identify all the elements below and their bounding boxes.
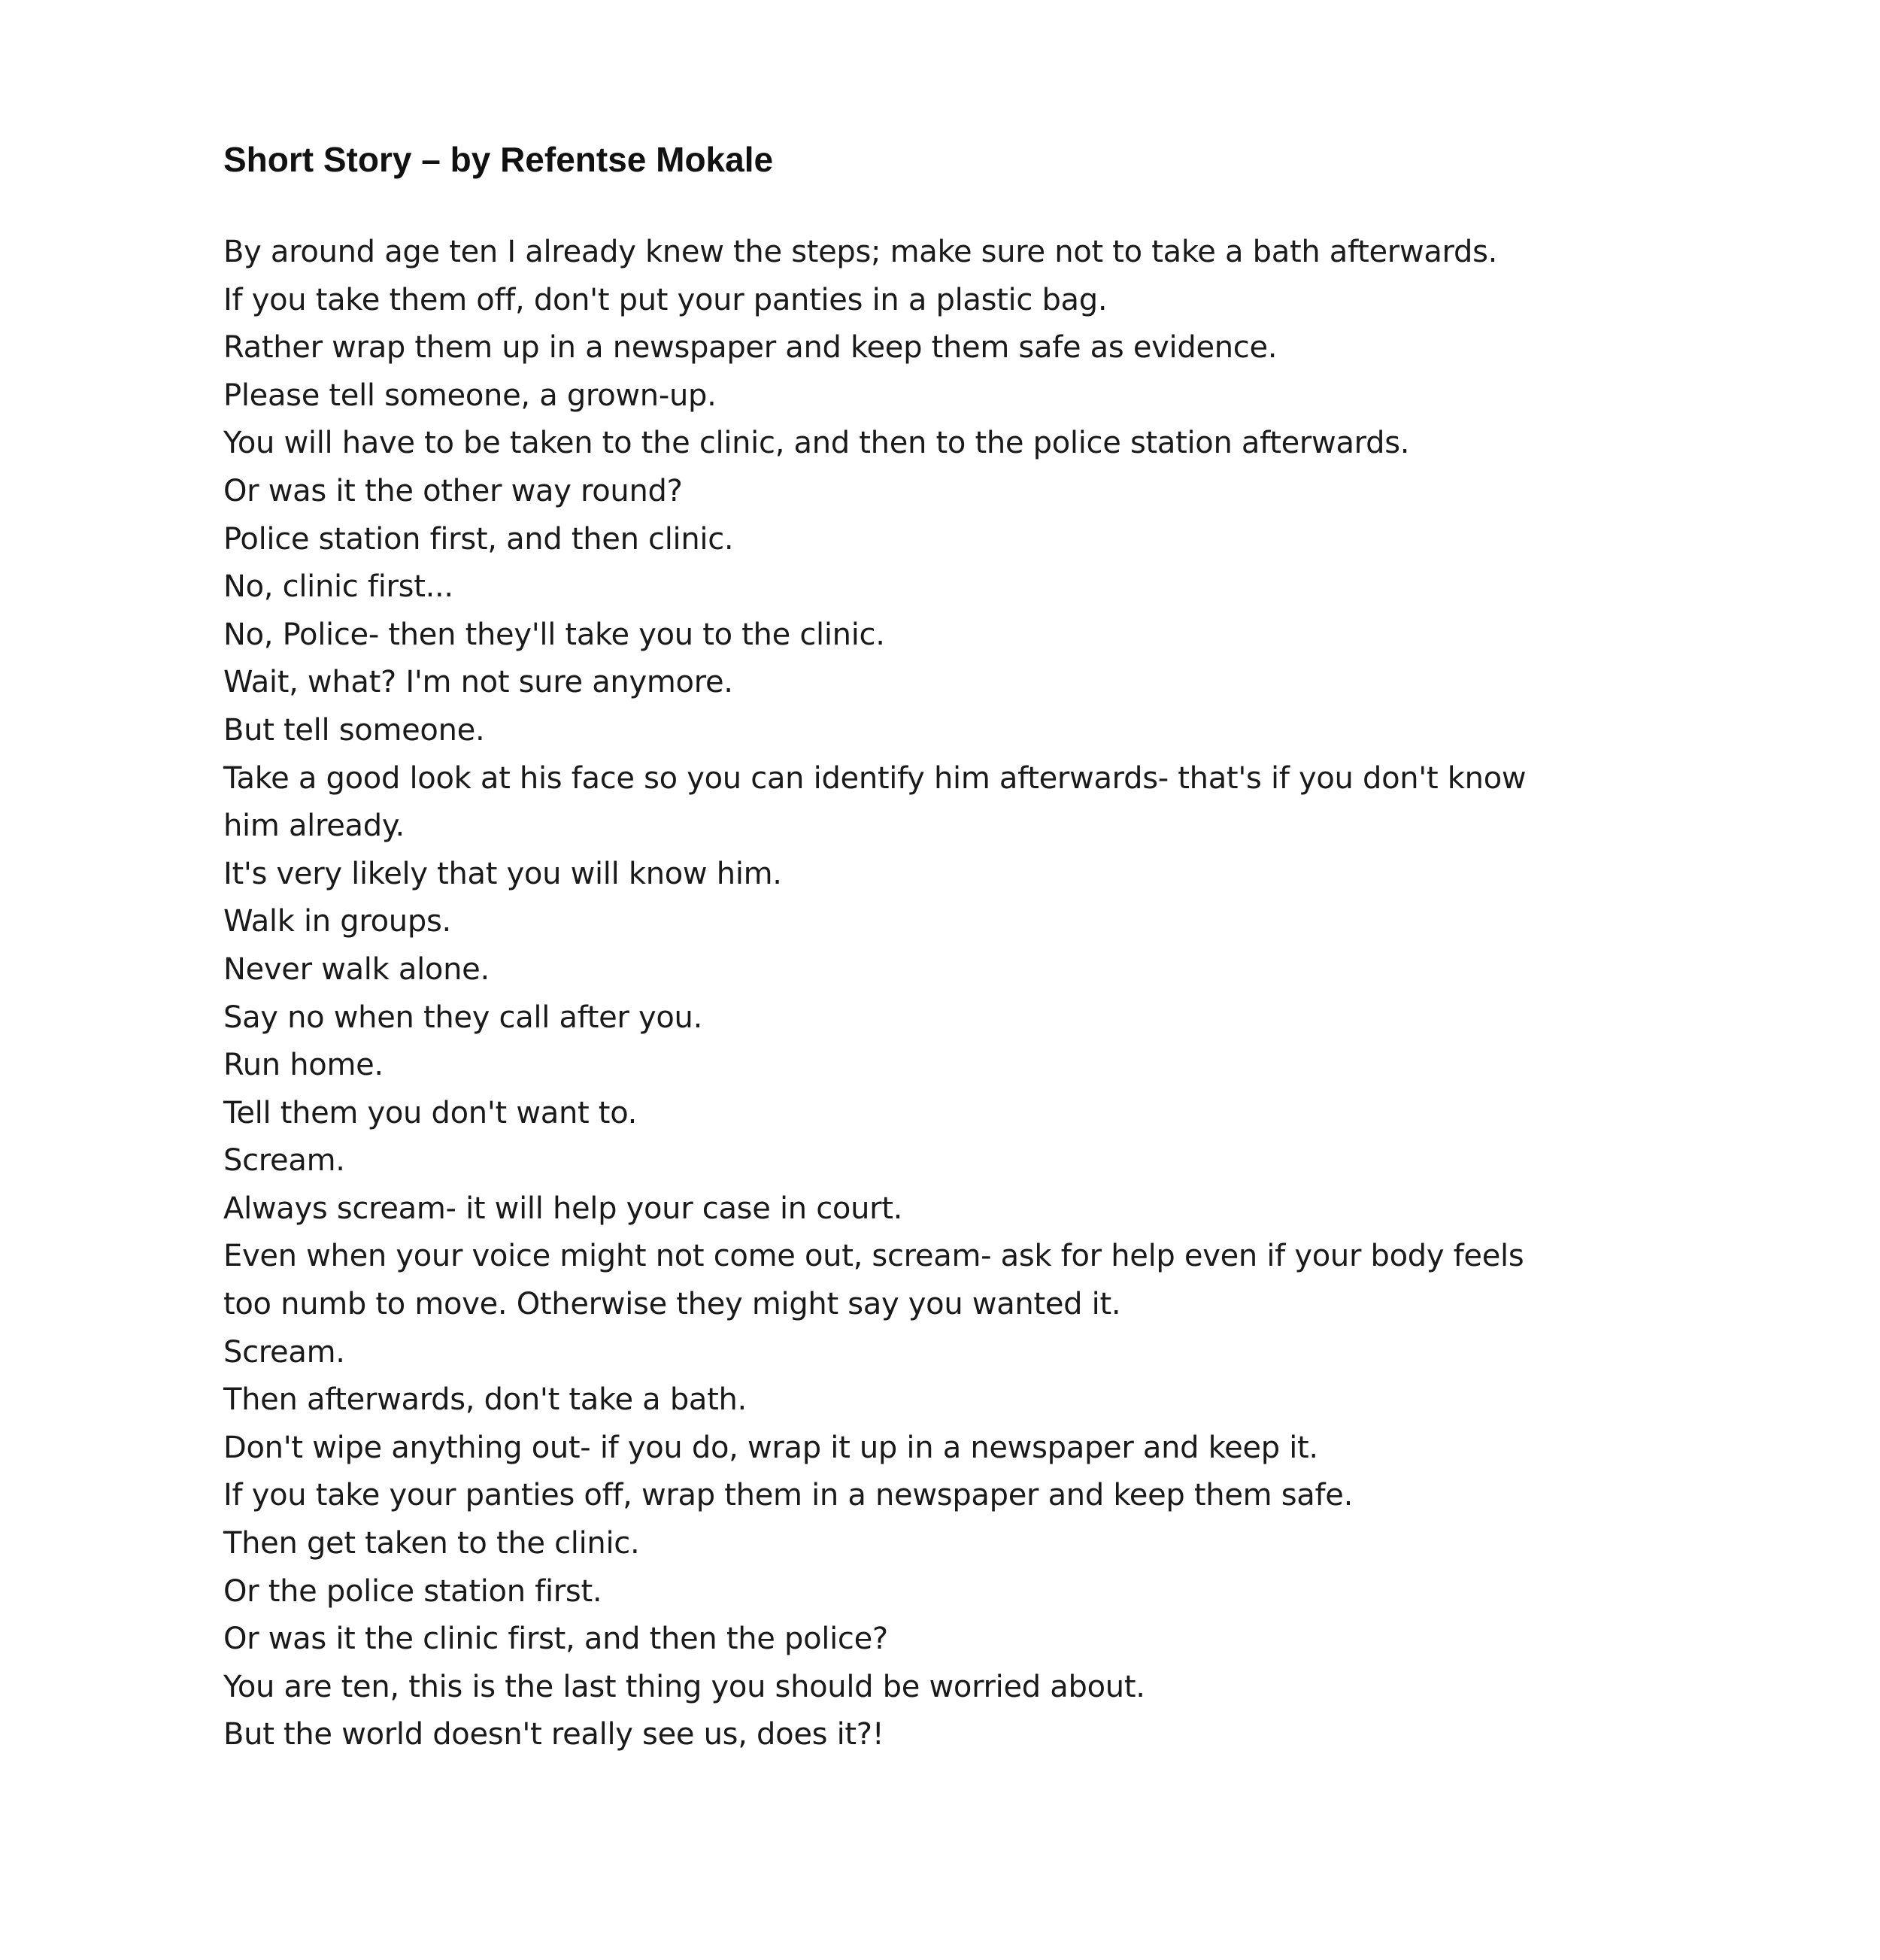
story-line: You will have to be taken to the clinic, and then to the police station afterwards. — [223, 426, 1410, 461]
story-line: No, Police- then they'll take you to the clinic. — [223, 617, 885, 652]
story-line: him already. — [223, 809, 405, 844]
story-line: Never walk alone. — [223, 951, 490, 987]
story-line: Tell them you don't want to. — [223, 1095, 638, 1130]
story-line: It's very likely that you will know him. — [223, 856, 782, 891]
story-line: By around age ten I already knew the steps; make sure not to take a bath afterwards. — [223, 235, 1498, 269]
story-line: You are ten, this is the last thing you should be worried about. — [223, 1669, 1145, 1704]
story-line: Wait, what? I'm not sure anymore. — [223, 665, 733, 700]
document-title: Short Story – by Refentse Mokale — [223, 140, 774, 179]
story-line: too numb to move. Otherwise they might say you wanted it. — [223, 1287, 1121, 1322]
story-line: Then afterwards, don't take a bath. — [223, 1382, 747, 1418]
story-line: Or the police station first. — [223, 1573, 602, 1609]
story-line: Or was it the clinic first, and then the police? — [223, 1622, 888, 1657]
story-text — [223, 229, 1697, 1759]
story-line: Walk in groups. — [223, 904, 451, 939]
story-line: Even when your voice might not come out, scream- ask for help even if your body feels — [223, 1239, 1524, 1274]
story-line: If you take them off, don't put your panties in a plastic bag. — [223, 282, 1108, 317]
story-line: Scream. — [223, 1334, 345, 1370]
story-line: Or was it the other way round? — [223, 473, 683, 508]
story-line: Always scream- it will help your case in court. — [223, 1191, 903, 1226]
story-line: But the world doesn't really see us, does it?! — [223, 1717, 884, 1752]
story-line: Say no when they call after you. — [223, 1000, 703, 1035]
story-line: Then get taken to the clinic. — [223, 1526, 640, 1561]
story-line: Run home. — [223, 1048, 384, 1083]
story-line: Take a good look at his face so you can identify him afterwards- that's if you don't know — [223, 760, 1527, 796]
story-line: If you take your panties off, wrap them in a newspaper and keep them safe. — [223, 1478, 1354, 1513]
story-line: Rather wrap them up in a newspaper and keep them safe as evidence. — [223, 330, 1278, 366]
story-line: Please tell someone, a grown-up. — [223, 378, 717, 413]
story-line: Scream. — [223, 1143, 345, 1179]
story-line: Don't wipe anything out- if you do, wrap it up in a newspaper and keep it. — [223, 1430, 1318, 1465]
story-line: Police station first, and then clinic. — [223, 521, 734, 557]
story-line: But tell someone. — [223, 712, 485, 748]
document-body — [223, 135, 1697, 1759]
story-line: No, clinic first... — [223, 569, 453, 605]
